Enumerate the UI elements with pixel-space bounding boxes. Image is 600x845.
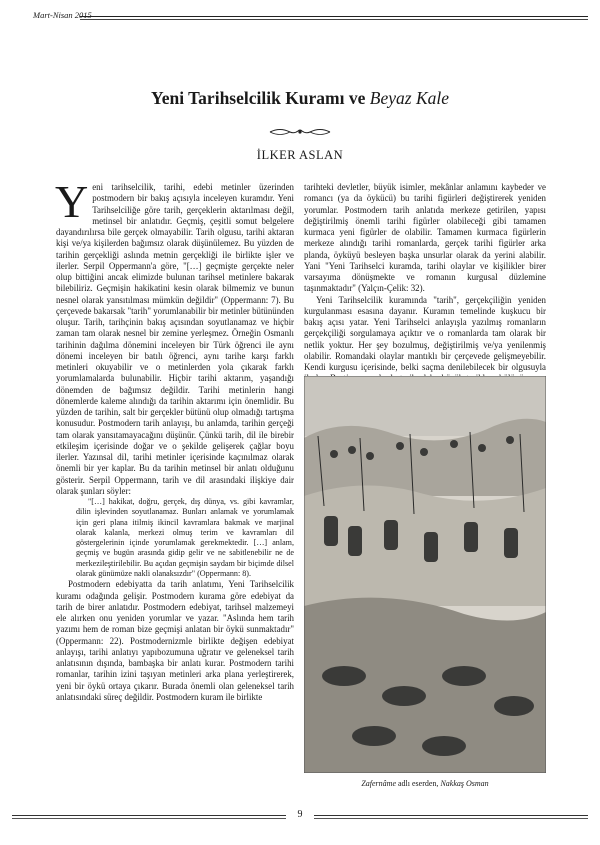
caption-mid: adlı eserden, xyxy=(396,779,441,788)
intro-text: eni tarihselcilik, tarihi, edebi metinler üzerinden postmodern bir bakış açısıyla inceleyen kuramdır. Yeni Tarihselciliğe göre tarih, gerçeklerin aktarılması değil, metinsel bir anlatıdır. Geçmiş, çeşitli somut belgelere dayandırılırsa bile gerçek olmayabilir. Tarih olgusu, tarihi aktaran kişi ve/ya kişilerden bağımsız olarak düşünülemez. Bu yüzden de tarihin gerçekliği aslında metnin gerçekliği ile birlikte işler ve ilerler. Serpil Oppermann'a göre, "[…] geçmişte gerçekte neler olup bittiğini ancak elimizde bulunan tarihsel metinlere bakarak bilebiliriz. Geçmişin hakikatini kesin olarak bilmemiz ve bunun nesnel olarak yansıtılması mümkün değildir" (Oppermann: 7). Bu çerçevede bakarsak "tarih" yorumlanabilir bir metinler bütününden oluşur. Tarih, tarihçinin bakış açısından soyutlanamaz ve hiçbir zaman tam olarak nesnel bir zemine yerleşmez. Örneğin Osmanlı tarihinin dağılma dönemini inceleyen bir Türk öğrenci ile aynı dönemi inceleyen bir batılı öğrenci, aynı tarihe karşı farklı metinleri okuyabilir ve o metinlerden yola çıkarak farklı yorumlamalarda bulunabilir. Hiçbir tarihi aktarım, yaşandığı dönemden de bağımsız değildir. Tarihi metinlerin hangi dönemlerde kaleme alındığı da tarihin aktarımı için önemlidir. Bu yüzden de tarihin, salt bir gerçekler bütünü olup olmadığı tartışma konusudur. Postmodern tarih anlayışı, bu anlamda, tarihin gerçeği tam olarak yansıtamayacağını düşünür. Çünkü tarih, dil ile birebir etkileşim içerisinde doğar ve o şekilde gelişerek çağlar boyu ilerler. Yazınsal dil, tarihi metinler içerisinde kaçınılmaz olarak önemli bir yer kaplar. Bu da tarihin metinsel bir anlatı olduğunu gösterir. Serpil Oppermann, tarih ve dil arasındaki ilişkiye dair olarak şunları söyler: xyxy=(56,182,294,496)
article-title xyxy=(0,88,600,109)
block-quote: "[…] hakikat, doğru, gerçek, dış dünya, vs. gibi kavramlar, dilin işlevinden soyutlanamaz. Bunları anlamak ve yorumlamak için geri plana itilmiş ikincil kavramlara bakmak ve marjinal olarak kalanla, merkezi olmuş terim ve kavramları dil göstergelerinin içinde yorumlamak gerekmektedir. […] anlam, geçmiş ve bugün arasında gidip gelir ve ne sabitlenebilir ne de merkezileştirilebilir. Bu açıdan geçmişin saydam bir biçimde dilsel olarak günümüze nakli olanaksızdır" (Oppermann: 8). xyxy=(76,497,294,579)
left-column xyxy=(55,176,294,703)
intro-paragraph xyxy=(55,176,294,497)
miniature-painting xyxy=(304,376,546,773)
title-italic: Beyaz Kale xyxy=(369,88,449,108)
body-paragraph: Yeni Tarihselcilik kuramında "tarih", gerçekçiliğin yeniden kurgulanması esasına dayanır. Kuramın temelinde kuşkucu bir bakış açısı yatar. Yeni Tarihselci anlayışla yazılmış romanların gerçekçiliği sorgulamaya açıktır ve o romanlarda tam olarak bir netlik yoktur. Her şey bozulmuş, değiştirilmiş ve/ya yenilenmiş olabilir. Romandaki olaylar mantıklı bir çerçevede gelişmeyebilir. Kendi kurgusu içerisinde, belki saçma denilebilecek bir olgusuyla xyxy=(304,294,546,372)
issue-date: Mart-Nisan 2015 xyxy=(33,10,92,20)
caption-artist: Nakkaş Osman xyxy=(440,779,489,788)
body-paragraph: tarihteki devletler, büyük isimler, mekânlar anlamını kaybeder ve romancı (ya da öykücü) bu tarihi figürleri değiştirerek yeniden yorumlar. Postmodern tarih anlatıda merkeze getirilen, yapısı değiştirilmiş önemli tarihi figürler olabileceği gibi tamamen kurmaca yeni figürler de olabilir. Tamamen kurmaca figürlerin merkeze alındığı tarihi romanlarda, gerçek tarihi figürler arka planda, öyküyü besleyen başka unsurlar olarak da yerini alabilir. Yani "Yeni Tarihselci kuramda, tarihi olaylar ve kişilikler birer varsayıma dönüşmekte ve romanın kurgusal düzlemine taşınmaktadır" (Yalçın-Çelik: 32). xyxy=(304,182,546,294)
header-rule xyxy=(80,16,588,17)
author-name: İLKER ASLAN xyxy=(256,148,344,162)
ornament-icon xyxy=(268,125,332,139)
body-paragraph: Postmodern edebiyatta da tarih anlatımı, Yeni Tarihselcilik kuramı odağında gelişir. Postmodern kurama göre edebiyat da tarih de birer anlatıdır. Postmodern edebiyat, tarihsel malzemeyi ele alırken onu yeniden yorumlar ve yazar. "Aslında hem tarih yazımı hem de roman bize geçmişi anlatan bir öykü sunmaktadır" (Oppermann: 22). Postmodernizmle birlikte değişen edebiyat anlayışı, tarihi anlatıyı yapıbozumuna uğratır ve geleneksel tarih anlatısının dışında, bambaşka bir anlatı kurar. Postmodern tarihi romanlar, tarihin izini taşıyan metinleri arka plana yerleştirerek, yeni bir öykü ortaya çıkarır. Burada önemli olan geleneksel tarih anlatısındaki süreç değildir. Postmodern kuram ile birlikte xyxy=(56,579,294,702)
drop-cap: Y xyxy=(55,176,89,227)
title-main: Yeni Tarihselcilik Kuramı ve xyxy=(151,88,370,108)
page-number: 9 xyxy=(286,809,314,820)
header-rule-thin xyxy=(80,19,588,20)
caption-work-title: Zafernâme xyxy=(361,779,396,788)
figure-caption xyxy=(304,779,546,788)
